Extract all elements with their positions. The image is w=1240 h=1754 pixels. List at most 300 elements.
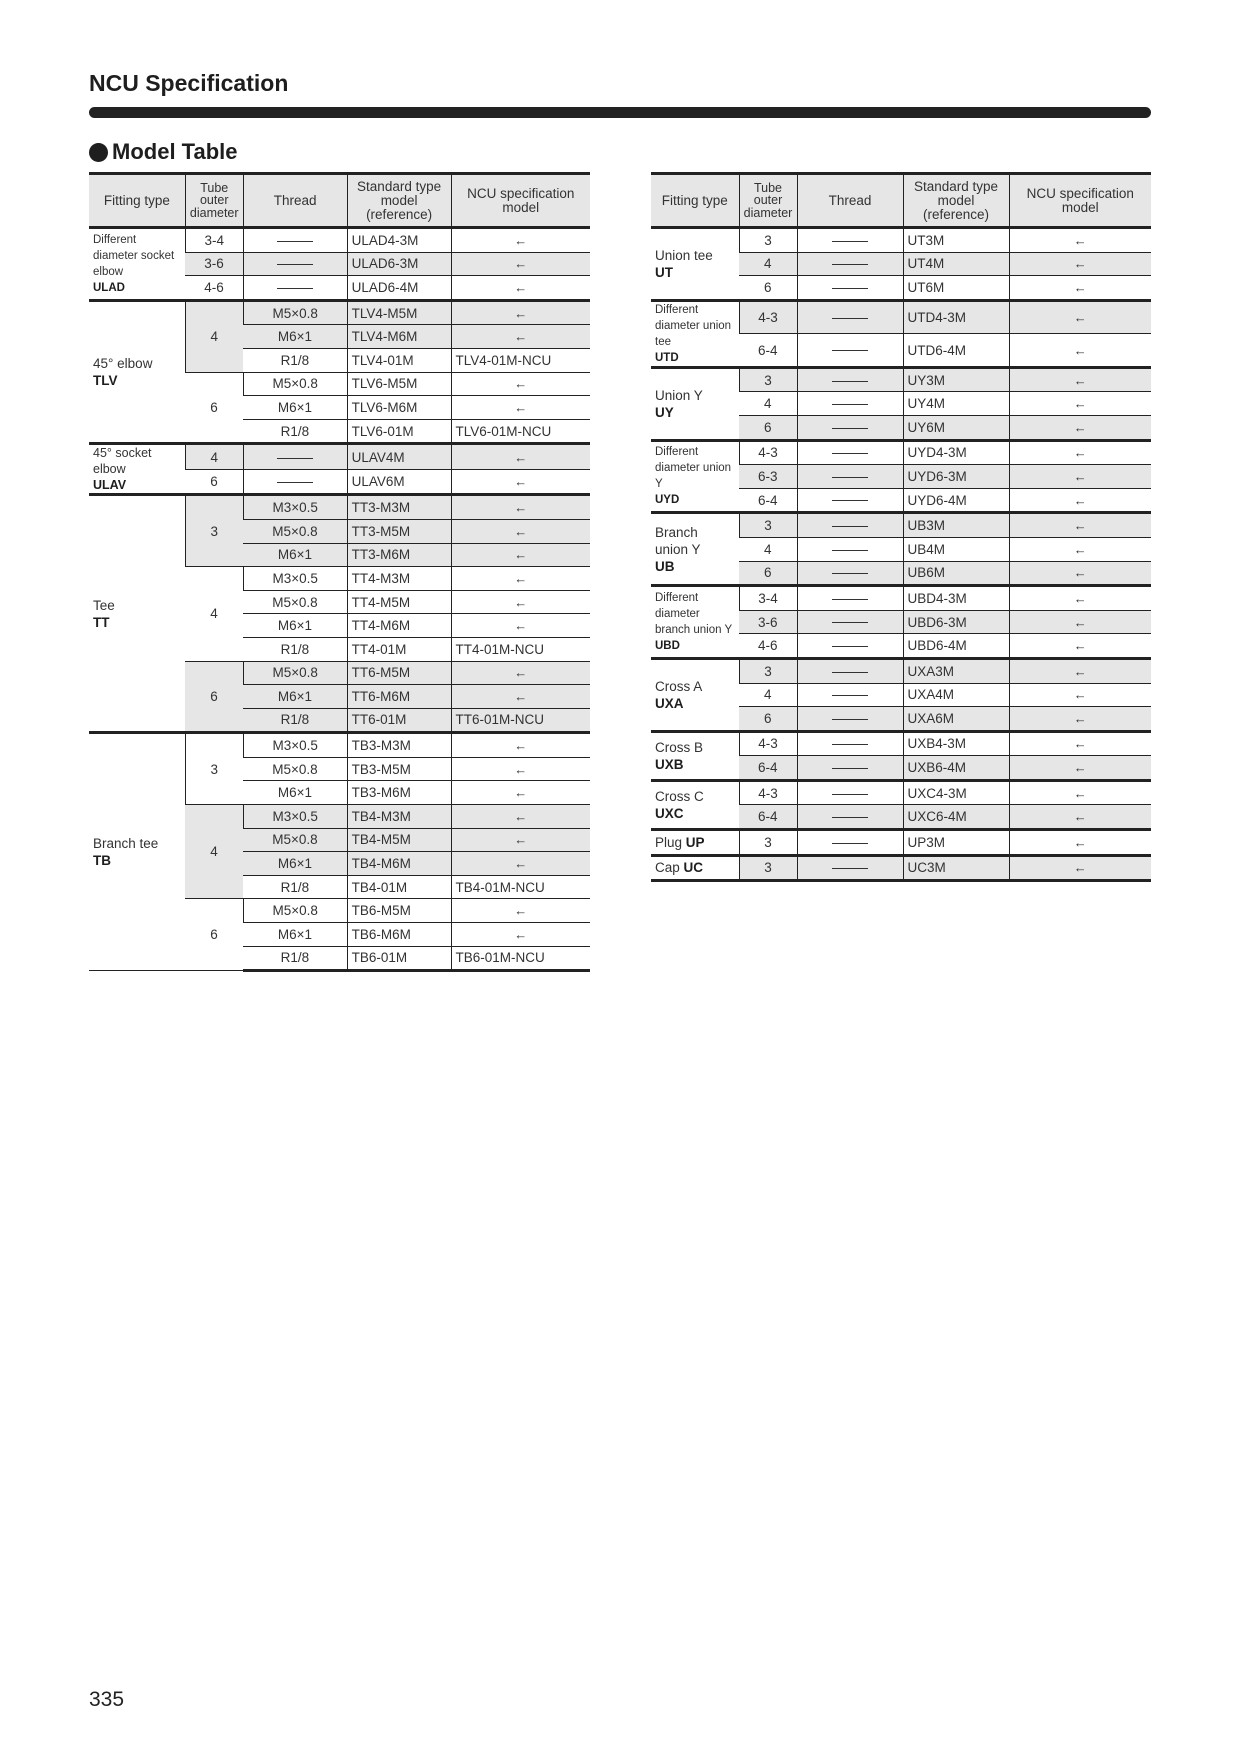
ncu-model-cell [451,228,590,253]
ncu-model-cell [1009,276,1151,301]
tube-diameter-cell: 6-4 [739,334,797,368]
ncu-model-cell [451,828,590,852]
dash-icon [832,622,868,623]
left-arrow-icon: ← [514,618,528,634]
table-row [651,367,1151,392]
fitting-name: Plug [655,834,686,850]
standard-model-cell: UT6M [903,276,1009,301]
ncu-model-cell [451,444,590,470]
left-arrow-icon: ← [1073,785,1087,801]
ncu-model-cell [1009,465,1151,489]
ncu-model-cell [451,614,590,638]
standard-model-cell: UBD6-3M [903,610,1009,634]
tube-diameter-cell: 4-3 [739,300,797,334]
left-arrow-icon: ← [514,570,528,586]
tube-diameter-cell: 3-4 [739,586,797,611]
standard-model-cell: TT6-M6M [347,685,451,709]
fitting-code: UC [683,860,704,876]
thread-cell: M6×1 [243,781,347,805]
header-ncu-model: NCU specification model [451,174,590,228]
fitting-type-cell [651,228,739,301]
thread-cell: R1/8 [243,875,347,899]
tube-diameter-cell: 3 [739,367,797,392]
thread-cell: M5×0.8 [243,519,347,543]
ncu-model-cell [451,923,590,947]
standard-model-cell: UP3M [903,830,1009,856]
left-arrow-icon: ← [1073,279,1087,295]
tube-diameter-cell: 3-6 [739,610,797,634]
left-arrow-icon: ← [1073,232,1087,248]
left-arrow-icon: ← [1073,760,1087,776]
tube-diameter-cell: 3 [739,830,797,856]
header-tube-outer-diameter: Tube outer diameter [185,174,243,228]
left-arrow-icon: ← [1073,687,1087,703]
tube-diameter-cell: 6 [185,899,243,971]
tube-diameter-cell: 6-4 [739,488,797,513]
thread-cell [243,444,347,470]
ncu-model-cell [451,469,590,495]
tube-diameter-cell: 4 [185,300,243,372]
fitting-type-cell [651,830,739,856]
left-arrow-icon: ← [1073,565,1087,581]
thread-cell: M6×1 [243,396,347,420]
ncu-model: TT4-01M-NCU [455,641,545,657]
standard-model-cell: TT6-M5M [347,661,451,685]
thread-cell: R1/8 [243,708,347,733]
tube-diameter-cell: 6 [739,415,797,440]
tube-diameter-cell: 4 [739,537,797,561]
dash-icon [832,868,868,869]
left-arrow-icon: ← [1073,256,1087,272]
ncu-model-cell [1009,780,1151,805]
dash-icon [832,526,868,527]
thread-cell [243,469,347,495]
thread-cell [797,634,903,659]
standard-model-cell: UBD4-3M [903,586,1009,611]
left-arrow-icon: ← [514,256,528,272]
left-arrow-icon: ← [514,856,528,872]
left-arrow-icon: ← [514,832,528,848]
ncu-model-cell [451,708,590,733]
standard-model-cell: UXA3M [903,658,1009,683]
standard-model-cell: UY3M [903,367,1009,392]
tube-diameter-cell: 3 [739,855,797,881]
tube-diameter-cell: 4 [185,567,243,661]
thread-cell [797,658,903,683]
standard-model-cell: UYD4-3M [903,440,1009,465]
dash-icon [832,453,868,454]
thread-cell: R1/8 [243,419,347,444]
ncu-model-cell [1009,586,1151,611]
title-rule [89,107,1151,118]
thread-cell [243,228,347,253]
fitting-name: Different diameter socket elbow [93,233,175,278]
ncu-model: TB6-01M-NCU [455,950,545,966]
dash-icon [832,264,868,265]
left-arrow-icon: ← [1073,710,1087,726]
thread-cell: M5×0.8 [243,372,347,396]
standard-model-cell: UYD6-3M [903,465,1009,489]
fitting-name: 45° elbow [93,356,153,372]
ncu-model-cell [451,495,590,520]
thread-cell [797,731,903,756]
ncu-model-cell [451,875,590,899]
fitting-code: UYD [655,494,680,507]
fitting-type-cell [651,513,739,586]
left-arrow-icon: ← [514,329,528,345]
standard-model-cell: UT3M [903,228,1009,253]
thread-cell [797,415,903,440]
tube-diameter-cell: 6 [185,372,243,444]
fitting-code: TT [93,614,110,630]
dash-icon [832,817,868,818]
fitting-name: Different diameter union Y [655,446,732,491]
left-arrow-icon: ← [514,926,528,942]
thread-cell [797,513,903,538]
thread-cell: M5×0.8 [243,899,347,923]
fitting-type-cell [651,780,739,829]
ncu-model-cell [451,396,590,420]
fitting-name: Cross B [655,739,704,755]
standard-model-cell: UXA4M [903,683,1009,707]
fitting-type-cell [89,300,185,444]
tube-diameter-cell: 3-6 [185,252,243,276]
tube-diameter-cell: 4-6 [739,634,797,659]
ncu-model-cell [1009,731,1151,756]
fitting-type-cell [89,228,185,301]
standard-model-cell: TLV6-M6M [347,396,451,420]
dash-icon [832,646,868,647]
ncu-model-cell [451,852,590,876]
table-row [89,300,590,325]
left-arrow-icon: ← [1073,638,1087,654]
ncu-model-cell [1009,228,1151,253]
ncu-model-cell [1009,334,1151,368]
ncu-model-cell [451,637,590,661]
fitting-name: Cap [655,860,684,876]
table-row [651,780,1151,805]
ncu-model-cell [451,685,590,709]
dash-icon [832,477,868,478]
ncu-model-cell [1009,683,1151,707]
ncu-model-cell [451,946,590,971]
fitting-code: ULAD [93,281,125,294]
ncu-model-cell [1009,300,1151,334]
table-row [651,300,1151,334]
table-row [89,444,590,470]
ncu-model-cell [451,276,590,301]
fitting-name: Tee [93,597,115,613]
tube-diameter-cell: 6 [739,561,797,586]
ncu-model-cell [451,590,590,614]
header-fitting-type: Fitting type [89,174,185,228]
thread-cell: M3×0.5 [243,805,347,829]
left-arrow-icon: ← [1073,736,1087,752]
standard-model-cell: TB3-M6M [347,781,451,805]
ncu-model-cell [451,661,590,685]
dash-icon [832,794,868,795]
standard-model-cell: TLV6-01M [347,419,451,444]
standard-model-cell: UXB4-3M [903,731,1009,756]
dash-icon [832,318,868,319]
ncu-model-cell [1009,756,1151,781]
standard-model-cell: TLV6-M5M [347,372,451,396]
tube-diameter-cell: 3 [739,513,797,538]
thread-cell [243,252,347,276]
left-arrow-icon: ← [514,761,528,777]
ncu-model: TT6-01M-NCU [455,712,545,728]
thread-cell [797,300,903,334]
dash-icon [277,288,313,289]
table-header-row [89,174,590,228]
ncu-model-cell [1009,252,1151,276]
ncu-model-cell [1009,634,1151,659]
dash-icon [832,404,868,405]
fitting-name: 45° socket elbow [93,446,152,477]
thread-cell [797,610,903,634]
tube-diameter-cell: 6-4 [739,756,797,781]
standard-model-cell: TT3-M6M [347,543,451,567]
dash-icon [277,241,313,242]
dash-icon [832,288,868,289]
tube-diameter-cell: 4 [739,683,797,707]
left-arrow-icon: ← [514,594,528,610]
tube-diameter-cell: 4 [739,252,797,276]
dash-icon [832,350,868,351]
standard-model-cell: TT4-M3M [347,567,451,591]
page-title: NCU Specification [89,70,289,96]
table-row [651,586,1151,611]
left-arrow-icon: ← [514,232,528,248]
standard-model-cell: UXB6-4M [903,756,1009,781]
dash-icon [832,695,868,696]
fitting-code: UXC [655,805,684,821]
thread-cell: M5×0.8 [243,828,347,852]
left-arrow-icon: ← [514,738,528,754]
standard-model-cell: ULAD4-3M [347,228,451,253]
header-standard-model: Standard type model (reference) [347,174,451,228]
thread-cell [797,440,903,465]
thread-cell: M3×0.5 [243,567,347,591]
fitting-name: Union Y [655,387,703,403]
standard-model-cell: TB6-M6M [347,923,451,947]
model-table-right [651,172,1151,882]
ncu-model-cell [1009,707,1151,732]
ncu-model-cell [1009,855,1151,881]
standard-model-cell: TT4-M5M [347,590,451,614]
ncu-model-cell [451,419,590,444]
left-arrow-icon: ← [514,500,528,516]
table-row [651,855,1151,881]
standard-model-cell: TT6-01M [347,708,451,733]
ncu-model-cell [451,757,590,781]
table-header-row [651,174,1151,228]
dash-icon [832,381,868,382]
thread-cell: R1/8 [243,946,347,971]
thread-cell: M6×1 [243,614,347,638]
fitting-type-cell [651,586,739,659]
thread-cell [797,780,903,805]
tube-diameter-cell: 4-3 [739,440,797,465]
ncu-model-cell [451,252,590,276]
left-arrow-icon: ← [514,279,528,295]
ncu-model-cell [451,567,590,591]
page-number: 335 [89,1688,125,1711]
thread-cell [797,561,903,586]
standard-model-cell: UBD6-4M [903,634,1009,659]
table-row [651,731,1151,756]
standard-model-cell: ULAD6-3M [347,252,451,276]
table-row [651,830,1151,856]
fitting-code: UY [655,404,674,420]
bullet-icon [89,143,108,162]
left-arrow-icon: ← [1073,468,1087,484]
tube-diameter-cell: 6-3 [739,465,797,489]
tube-diameter-cell: 4-3 [739,731,797,756]
tube-diameter-cell: 4-3 [739,780,797,805]
fitting-name: Different diameter branch union Y [655,592,733,637]
fitting-type-cell [651,300,739,367]
fitting-type-cell [651,440,739,513]
ncu-model-cell [1009,513,1151,538]
left-arrow-icon: ← [1073,372,1087,388]
thread-cell [797,276,903,301]
tube-diameter-cell: 6-4 [739,805,797,830]
left-arrow-icon: ← [514,903,528,919]
thread-cell: M6×1 [243,923,347,947]
fitting-code: UBD [655,640,680,653]
ncu-model-cell [1009,561,1151,586]
header-ncu-model: NCU specification model [1009,174,1151,228]
section-title: Model Table [112,139,238,164]
ncu-model-cell [1009,488,1151,513]
thread-cell [797,855,903,881]
standard-model-cell: TT3-M3M [347,495,451,520]
standard-model-cell: TB4-M6M [347,852,451,876]
standard-model-cell: UB4M [903,537,1009,561]
fitting-name: Branch tee [93,836,159,852]
left-arrow-icon: ← [514,808,528,824]
standard-model-cell: ULAV6M [347,469,451,495]
thread-cell [797,683,903,707]
tube-diameter-cell: 3-4 [185,228,243,253]
ncu-model-cell [1009,392,1151,416]
left-arrow-icon: ← [1073,541,1087,557]
left-arrow-icon: ← [514,785,528,801]
ncu-model-cell [451,348,590,372]
thread-cell [797,537,903,561]
dash-icon [277,264,313,265]
dash-icon [832,672,868,673]
fitting-name: Different diameter union tee [655,303,732,348]
fitting-type-cell [651,367,739,440]
ncu-model-cell [451,733,590,758]
left-arrow-icon: ← [1073,590,1087,606]
tube-diameter-cell: 6 [739,276,797,301]
tube-diameter-cell: 4 [185,444,243,470]
standard-model-cell: UC3M [903,855,1009,881]
ncu-model-cell [1009,658,1151,683]
fitting-code: UT [655,264,673,280]
ncu-model-cell [451,899,590,923]
standard-model-cell: UY4M [903,392,1009,416]
standard-model-cell: TB6-M5M [347,899,451,923]
standard-model-cell: TB3-M3M [347,733,451,758]
model-table-left [89,172,590,972]
fitting-code: UTD [655,351,679,364]
standard-model-cell: UY6M [903,415,1009,440]
thread-cell: M6×1 [243,685,347,709]
thread-cell [243,276,347,301]
table-row [651,440,1151,465]
left-arrow-icon: ← [1073,809,1087,825]
fitting-name: Branch union Y [655,524,701,557]
tube-diameter-cell: 6 [739,707,797,732]
left-arrow-icon: ← [1073,860,1087,876]
thread-cell [797,367,903,392]
fitting-code: UB [655,558,675,574]
fitting-code: ULAV [93,478,127,493]
ncu-model-cell [1009,440,1151,465]
thread-cell [797,707,903,732]
ncu-model: TLV4-01M-NCU [455,352,552,368]
fitting-code: UXB [655,756,684,772]
header-thread: Thread [243,174,347,228]
left-arrow-icon: ← [514,449,528,465]
thread-cell: M3×0.5 [243,733,347,758]
standard-model-cell: TT4-M6M [347,614,451,638]
left-arrow-icon: ← [514,665,528,681]
table-row [89,228,590,253]
fitting-type-cell [89,444,185,495]
header-tube-outer-diameter: Tube outer diameter [739,174,797,228]
fitting-code: UP [685,834,705,850]
tube-diameter-cell: 3 [185,733,243,805]
left-arrow-icon: ← [1073,396,1087,412]
left-arrow-icon: ← [514,399,528,415]
thread-cell [797,252,903,276]
thread-cell [797,334,903,368]
fitting-type-cell [651,731,739,780]
tube-diameter-cell: 4-6 [185,276,243,301]
ncu-model-cell [1009,805,1151,830]
dash-icon [832,500,868,501]
standard-model-cell: ULAV4M [347,444,451,470]
dash-icon [832,573,868,574]
table-row [651,228,1151,253]
ncu-model: TB4-01M-NCU [455,879,545,895]
standard-model-cell: TT3-M5M [347,519,451,543]
standard-model-cell: TB4-M5M [347,828,451,852]
ncu-model-cell [1009,415,1151,440]
header-fitting-type: Fitting type [651,174,739,228]
thread-cell [797,586,903,611]
standard-model-cell: UB3M [903,513,1009,538]
dash-icon [832,768,868,769]
left-arrow-icon: ← [514,523,528,539]
thread-cell [797,465,903,489]
tube-diameter-cell: 6 [185,661,243,733]
ncu-model-cell [451,300,590,325]
thread-cell: M5×0.8 [243,300,347,325]
standard-model-cell: TB4-01M [347,875,451,899]
tube-diameter-cell: 6 [185,469,243,495]
standard-model-cell: UXC4-3M [903,780,1009,805]
standard-model-cell: TT4-01M [347,637,451,661]
standard-model-cell: UT4M [903,252,1009,276]
dash-icon [832,843,868,844]
thread-cell: M6×1 [243,325,347,349]
